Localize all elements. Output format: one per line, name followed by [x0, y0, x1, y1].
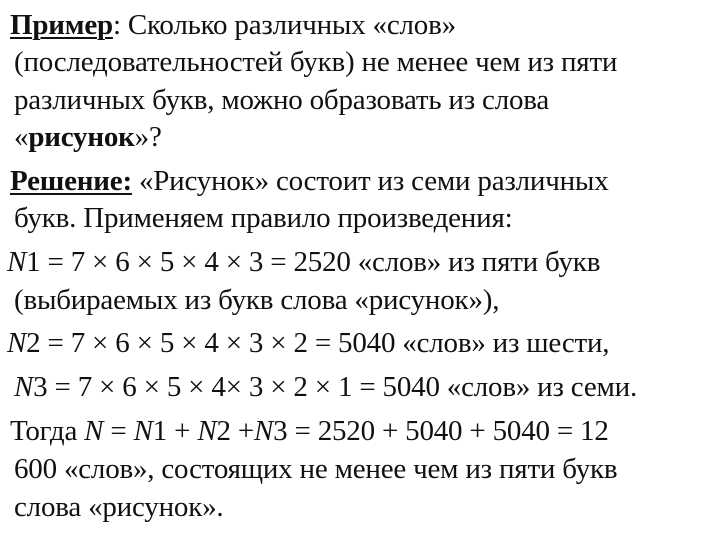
example-label: Пример — [10, 9, 113, 41]
total-eq: = — [103, 415, 134, 447]
quote-close: »? — [134, 121, 162, 153]
var-n3: N — [14, 371, 34, 403]
total-line-2 — [14, 452, 617, 486]
total-line-1 — [10, 414, 609, 448]
solution-line-1 — [10, 164, 609, 198]
n2-text-1: 2 = 7 × 6 × 5 × 4 × 3 × 2 = 5040 «слов» из шести, — [26, 327, 610, 359]
total-p2: 2 + — [216, 415, 254, 447]
total-line-3 — [14, 490, 223, 524]
example-colon: : — [112, 9, 121, 41]
n3-text-1: 3 = 7 × 6 × 5 × 4× 3 × 2 × 1 = 5040 «слов» из семи. — [33, 371, 638, 403]
example-line-3 — [14, 83, 549, 117]
example-text-3: различных букв, можно образовать из слова — [14, 84, 550, 116]
example-text-1: Сколько различных «слов» — [120, 9, 456, 41]
n1-text-2: (выбираемых из букв слова «рисунок»), — [14, 284, 500, 316]
var-n3-sum: N — [253, 415, 274, 447]
var-n1: N — [7, 246, 27, 278]
total-prefix: Тогда — [10, 415, 85, 447]
solution-line-2 — [14, 201, 512, 235]
var-n2-sum: N — [197, 415, 217, 447]
var-n: N — [84, 415, 104, 447]
solution-text-1: «Рисунок» состоит из семи различных — [131, 165, 609, 197]
n1-line-1 — [7, 245, 600, 279]
n1-text-1: 1 = 7 × 6 × 5 × 4 × 3 = 2520 «слов» из пяти букв — [26, 246, 601, 278]
total-text-3: слова «рисунок». — [14, 491, 224, 523]
example-line-4 — [14, 120, 162, 154]
var-n2: N — [7, 327, 27, 359]
example-line-1 — [10, 8, 456, 42]
var-n1-sum: N — [133, 415, 153, 447]
example-line-2 — [14, 45, 617, 79]
example-text-2: (последовательностей букв) не менее чем из пяти — [14, 46, 618, 78]
solution-text-2: букв. Применяем правило произведения: — [14, 202, 513, 234]
n2-line-1 — [7, 326, 609, 360]
total-text-2: 600 «слов», состоящих не менее чем из пяти букв — [14, 453, 618, 485]
word-risunok: рисунок — [28, 121, 135, 153]
n3-line-1 — [14, 370, 637, 404]
quote-open: « — [14, 121, 29, 153]
total-tail: 3 = 2520 + 5040 + 5040 = 12 — [273, 415, 609, 447]
total-p1: 1 + — [152, 415, 198, 447]
solution-label: Решение: — [10, 165, 132, 197]
n1-line-2 — [14, 283, 499, 317]
